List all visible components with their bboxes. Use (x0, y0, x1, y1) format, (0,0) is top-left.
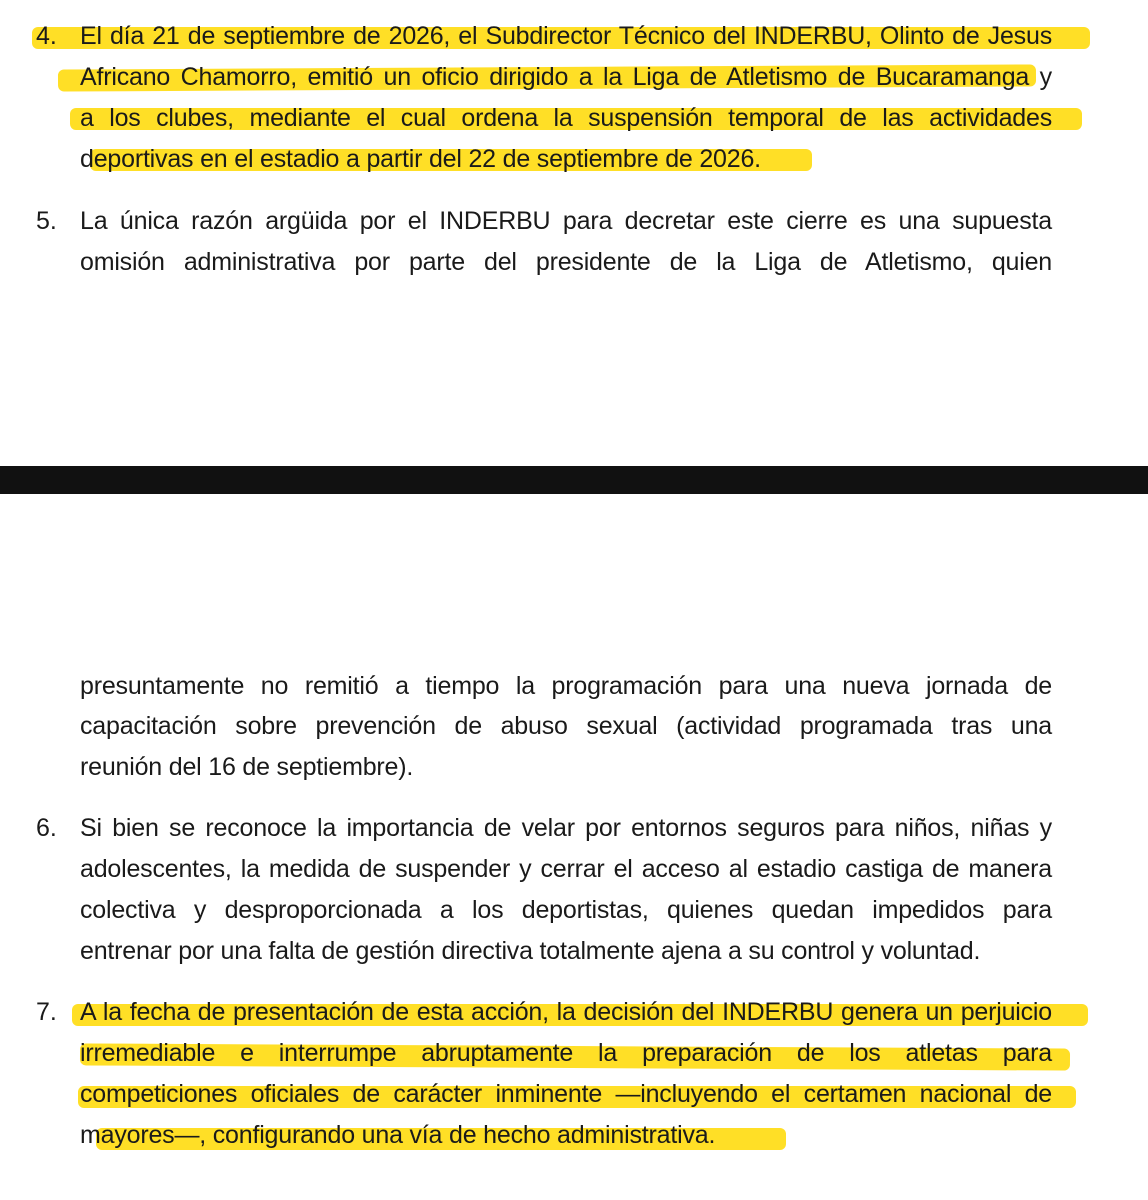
item-5-continuation-line-3: reunión del 16 de septiembre). (80, 753, 414, 781)
item-5-line-1: La única razón argüida por el INDERBU para decretar este cierre es una supuesta (80, 207, 1052, 235)
item-5-line-2: omisión administrativa por parte del presidente de la Liga de Atletismo, quien (80, 248, 1052, 276)
item-7-line-1: A la fecha de presentación de esta acción, la decisión del INDERBU genera un perjuicio (80, 998, 1052, 1026)
list-number-4: 4. (36, 22, 57, 50)
item-5-continuation-line-1: presuntamente no remitió a tiempo la programación para una nueva jornada de (80, 672, 1052, 700)
item-4-line-1: El día 21 de septiembre de 2026, el Subdirector Técnico del INDERBU, Olinto de Jesus (80, 22, 1052, 50)
item-4-line-3: a los clubes, mediante el cual ordena la suspensión temporal de las actividades (80, 104, 1052, 132)
item-6-line-2: adolescentes, la medida de suspender y cerrar el acceso al estadio castiga de manera (80, 855, 1052, 883)
page-break-divider (0, 466, 1148, 494)
document-page-bottom (0, 494, 1148, 1200)
item-5-continuation-line-2: capacitación sobre prevención de abuso sexual (actividad programada tras una (80, 712, 1052, 740)
item-6-line-1: Si bien se reconoce la importancia de velar por entornos seguros para niños, niñas y (80, 814, 1052, 842)
item-4-line-4: deportivas en el estadio a partir del 22 de septiembre de 2026. (80, 145, 761, 173)
list-number-6: 6. (36, 814, 57, 842)
item-6-line-3: colectiva y desproporcionada a los deportistas, quienes quedan impedidos para (80, 896, 1052, 924)
item-7-line-4: mayores—, configurando una vía de hecho administrativa. (80, 1121, 716, 1149)
document-page-top (0, 0, 1148, 466)
list-number-5: 5. (36, 207, 57, 235)
item-6-line-4: entrenar por una falta de gestión directiva totalmente ajena a su control y voluntad. (80, 937, 981, 965)
item-7-line-3: competiciones oficiales de carácter inminente —incluyendo el certamen nacional de (80, 1080, 1052, 1108)
item-4-line-2: Africano Chamorro, emitió un oficio dirigido a la Liga de Atletismo de Bucaramanga y (80, 63, 1052, 91)
item-7-line-2: irremediable e interrumpe abruptamente la preparación de los atletas para (80, 1039, 1052, 1067)
list-number-7: 7. (36, 998, 57, 1026)
